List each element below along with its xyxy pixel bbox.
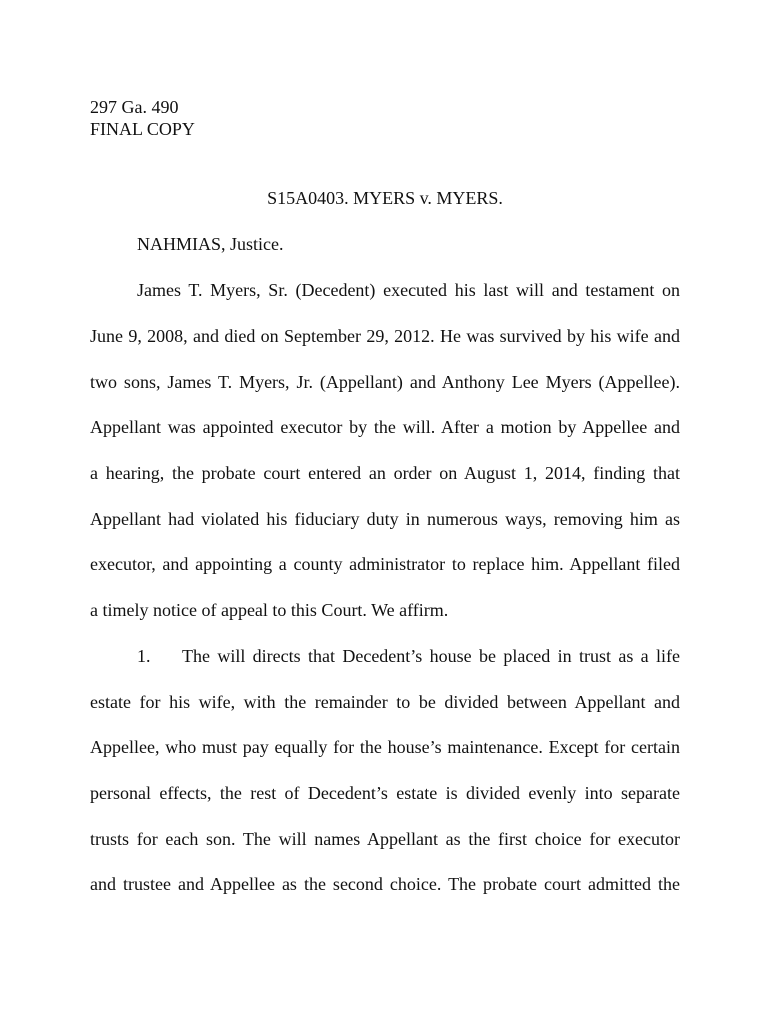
opinion-author: NAHMIAS, Justice. <box>137 234 284 254</box>
paragraph-2-line: The will directs that Decedent’s house be placed in trust as a life <box>182 646 680 666</box>
reporter-citation: 297 Ga. 490 <box>90 97 179 117</box>
paragraph-1-line: two sons, James T. Myers, Jr. (Appellant) and Anthony Lee Myers (Appellee). <box>90 372 680 392</box>
paragraph-2-line: estate for his wife, with the remainder to be divided between Appellant and <box>90 692 680 712</box>
paragraph-2-line: Appellee, who must pay equally for the house’s maintenance. Except for certain <box>90 737 680 757</box>
paragraph-2-first-line <box>137 645 680 667</box>
case-caption: S15A0403. MYERS v. MYERS. <box>267 188 503 208</box>
paragraph-1-line: a timely notice of appeal to this Court. We affirm. <box>90 600 449 620</box>
paragraph-2-line: and trustee and Appellee as the second choice. The probate court admitted the <box>90 874 680 894</box>
final-copy-label: FINAL COPY <box>90 119 195 139</box>
paragraph-2-line: trusts for each son. The will names Appellant as the first choice for executor <box>90 829 680 849</box>
paragraph-1-line: June 9, 2008, and died on September 29, 2012. He was survived by his wife and <box>90 326 680 346</box>
section-number: 1. <box>137 646 151 666</box>
paragraph-1-line: executor, and appointing a county administrator to replace him. Appellant filed <box>90 554 680 574</box>
paragraph-1-line: a hearing, the probate court entered an order on August 1, 2014, finding that <box>90 463 680 483</box>
paragraph-1-line: James T. Myers, Sr. (Decedent) executed his last will and testament on <box>137 280 680 300</box>
paragraph-1-line: Appellant had violated his fiduciary duty in numerous ways, removing him as <box>90 509 680 529</box>
paragraph-1-line: Appellant was appointed executor by the will. After a motion by Appellee and <box>90 417 680 437</box>
paragraph-2-line: personal effects, the rest of Decedent’s estate is divided evenly into separate <box>90 783 680 803</box>
